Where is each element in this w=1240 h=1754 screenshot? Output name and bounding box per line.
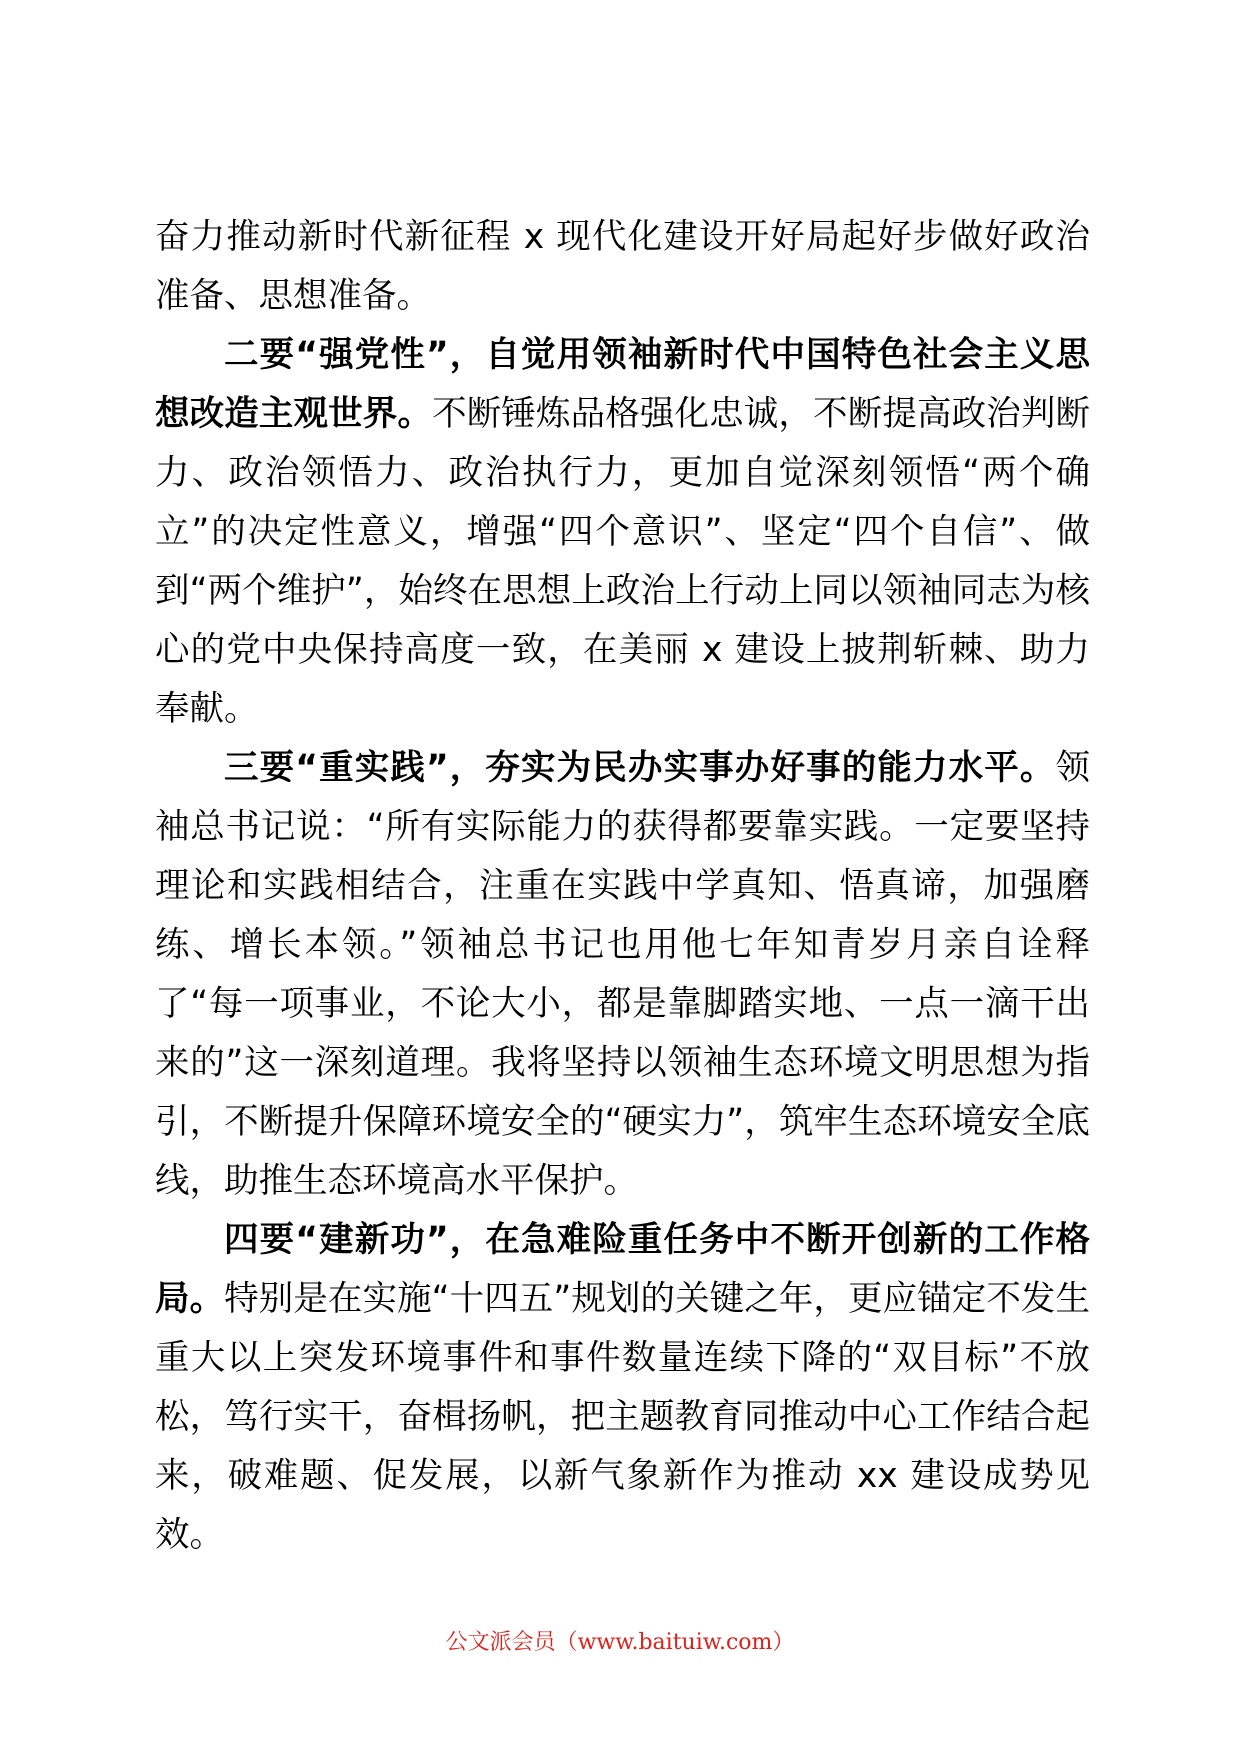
document-body <box>155 208 1090 1565</box>
paragraph-continuation-text: 奋力推动新时代新征程 x 现代化建设开好局起好步做好政治准备、思想准备。 <box>155 217 1090 316</box>
paragraph-point-two-text: 不断锤炼品格强化忠诚，不断提高政治判断力、政治领悟力、政治执行力，更加自觉深刻领悟“两个确立”的决定性意义，增强“四个意识”、坚定“四个自信”、做到“两个维护”，始终在思想上政治上行动上同以领袖同志为核心的党中央保持高度一致，在美丽 x 建设上披荆斩棘、助力奉献。 <box>155 394 1090 729</box>
paragraph-point-four-heading: 四要“建新功”，在急难险重任务中不断开创新的工作格局。 <box>155 1220 1090 1319</box>
paragraph-point-four <box>155 1211 1090 1565</box>
paragraph-point-two-heading: 二要“强党性”，自觉用领袖新时代中国特色社会主义思想改造主观世界。 <box>155 335 1090 434</box>
paragraph-point-three-heading: 三要“重实践”，夯实为民办实事办好事的能力水平。 <box>224 748 1056 788</box>
paragraph-point-three-text: 领袖总书记说：“所有实际能力的获得都要靠实践。一定要坚持理论和实践相结合，注重在实践中学真知、悟真谛，加强磨练、增长本领。”领袖总书记也用他七年知青岁月亲自诠释了“每一项事业，不论大小，都是靠脚踏实地、一点一滴干出来的”这一深刻道理。我将坚持以领袖生态环境文明思想为指引，不断提升保障环境安全的“硬实力”，筑牢生态环境安全底线，助推生态环境高水平保护。 <box>155 748 1090 1201</box>
paragraph-continuation <box>155 208 1090 326</box>
paragraph-point-three <box>155 739 1090 1211</box>
paragraph-point-four-text: 特别是在实施“十四五”规划的关键之年，更应锚定不发生重大以上突发环境事件和事件数量连续下降的“双目标”不放松，笃行实干，奋楫扬帆，把主题教育同推动中心工作结合起来，破难题、促发展，以新气象新作为推动 xx 建设成势见效。 <box>155 1279 1090 1555</box>
paragraph-point-two <box>155 326 1090 739</box>
watermark-footer: 公文派会员（www.baituiw.com） <box>445 1630 795 1655</box>
